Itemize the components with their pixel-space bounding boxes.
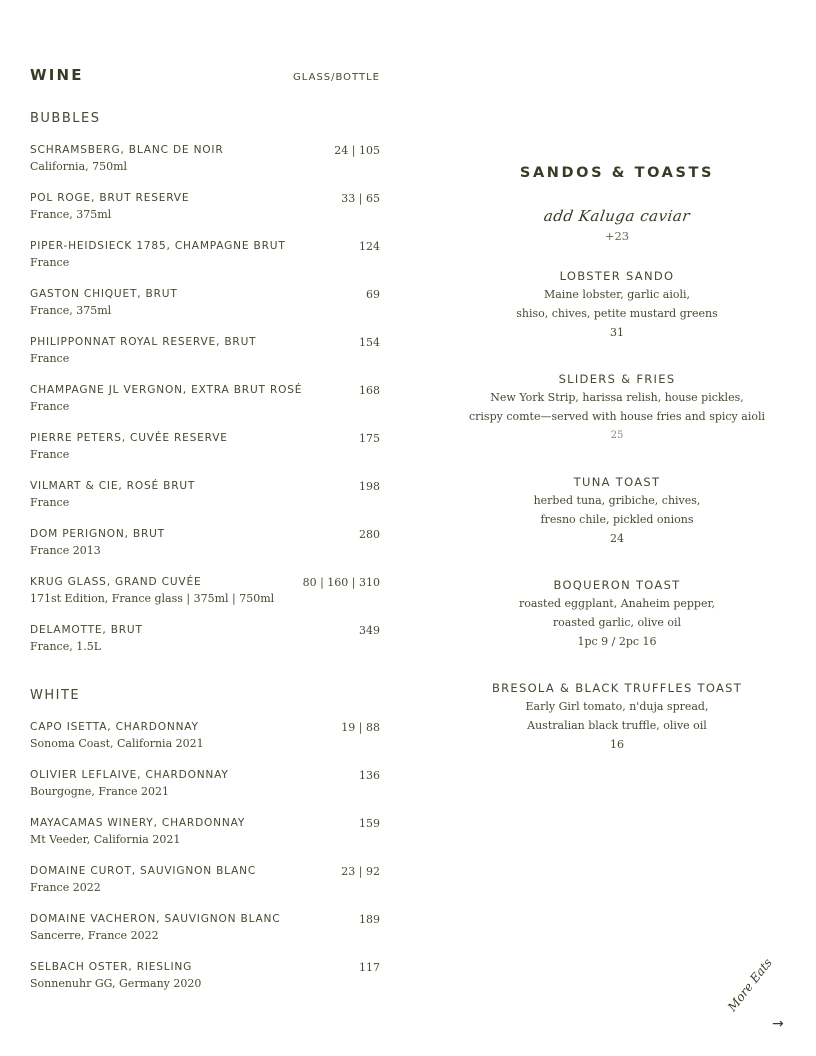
- wine-item: [30, 192, 380, 240]
- dish-item: [452, 578, 782, 651]
- dish-description: [452, 388, 782, 426]
- wine-price: 117: [359, 961, 380, 974]
- wine-price: 154: [359, 336, 380, 349]
- wine-name: PHILIPPONNAT ROYAL RESERVE, BRUT: [30, 336, 257, 348]
- wine-price: 280: [359, 528, 380, 541]
- wine-item: [30, 384, 380, 432]
- dish-name: BRESOLA & BLACK TRUFFLES TOAST: [491, 681, 743, 695]
- dish-item: [452, 475, 782, 548]
- wine-origin: Sancerre, France 2022: [30, 929, 159, 942]
- dish-price: 25: [610, 430, 624, 441]
- wine-item: [30, 480, 380, 528]
- wine-name: DOMAINE CUROT, SAUVIGNON BLANC: [30, 865, 257, 877]
- wine-origin: France, 1.5L: [30, 640, 101, 653]
- wine-row: [30, 432, 380, 445]
- wine-item: [30, 721, 380, 769]
- wine-price: 189: [359, 913, 380, 926]
- wine-item: [30, 624, 380, 672]
- bubbles-list: [30, 144, 380, 672]
- wine-name: SCHRAMSBERG, BLANC DE NOIR: [30, 144, 224, 156]
- wine-name: GASTON CHIQUET, BRUT: [30, 288, 178, 300]
- wine-row: [30, 865, 380, 878]
- dish-desc-line: fresno chile, pickled onions: [540, 513, 694, 526]
- dish-desc-line: crispy comte—served with house fries and spicy aioli: [468, 410, 766, 423]
- wine-origin: France: [30, 256, 70, 269]
- section-title-bubbles: BUBBLES: [30, 111, 101, 126]
- wine-price: 175: [359, 432, 380, 445]
- wine-price: 124: [359, 240, 380, 253]
- wine-name: DOM PERIGNON, BRUT: [30, 528, 165, 540]
- wine-origin: France: [30, 400, 70, 413]
- dish-desc-line: New York Strip, harissa relish, house pickles,: [490, 391, 744, 404]
- section-title-white: WHITE: [30, 688, 81, 703]
- wine-name: CAPO ISETTA, CHARDONNAY: [30, 721, 199, 733]
- dish-description: [452, 594, 782, 632]
- dish-item: [452, 372, 782, 445]
- wine-name: PIPER-HEIDSIECK 1785, CHAMPAGNE BRUT: [30, 240, 286, 252]
- wine-row: [30, 624, 380, 637]
- wine-price: 19 | 88: [341, 721, 380, 734]
- wine-row: [30, 240, 380, 253]
- wine-item: [30, 769, 380, 817]
- wine-price: 198: [359, 480, 380, 493]
- dish-description: [452, 697, 782, 735]
- wine-price: 168: [359, 384, 380, 397]
- dish-desc-line: roasted garlic, olive oil: [552, 616, 682, 629]
- wine-origin: Sonnenuhr GG, Germany 2020: [30, 977, 202, 990]
- wine-price: 159: [359, 817, 380, 830]
- dish-item: [452, 269, 782, 342]
- wine-item: [30, 817, 380, 865]
- wine-price: 24 | 105: [334, 144, 380, 157]
- wine-row: [30, 384, 380, 397]
- wine-origin: Mt Veeder, California 2021: [30, 833, 181, 846]
- dish-list: [452, 269, 782, 754]
- wine-row: [30, 817, 380, 830]
- wine-item: [30, 240, 380, 288]
- wine-row: [30, 721, 380, 734]
- dish-name: LOBSTER SANDO: [559, 269, 675, 283]
- wine-item: [30, 576, 380, 624]
- wine-name: SELBACH OSTER, RIESLING: [30, 961, 193, 973]
- wine-row: [30, 336, 380, 349]
- dish-price: 16: [610, 738, 624, 751]
- wine-header: [30, 66, 380, 84]
- wine-row: [30, 913, 380, 926]
- wine-origin: France 2013: [30, 544, 101, 557]
- sandos-column: [452, 165, 782, 754]
- wine-name: PIERRE PETERS, CUVÉE RESERVE: [30, 432, 228, 444]
- arrow-right-icon: →: [772, 1016, 784, 1032]
- sandos-title: SANDOS & TOASTS: [519, 165, 715, 181]
- wine-origin: California, 750ml: [30, 160, 128, 173]
- wine-row: [30, 528, 380, 541]
- wine-row: [30, 144, 380, 157]
- wine-row: [30, 769, 380, 782]
- wine-row: [30, 576, 380, 589]
- wine-column: [30, 66, 380, 1009]
- wine-row: [30, 288, 380, 301]
- wine-name: CHAMPAGNE JL VERGNON, EXTRA BRUT ROSÉ: [30, 384, 303, 396]
- wine-name: POL ROGE, BRUT RESERVE: [30, 192, 190, 204]
- dish-desc-line: herbed tuna, gribiche, chives,: [533, 494, 701, 507]
- caviar-addon: add Kaluga caviar: [542, 207, 692, 225]
- wine-price: 136: [359, 769, 380, 782]
- dish-name: TUNA TOAST: [573, 475, 661, 489]
- wine-item: [30, 432, 380, 480]
- wine-price: 33 | 65: [341, 192, 380, 205]
- dish-name: BOQUERON TOAST: [553, 578, 681, 592]
- glass-bottle-label: GLASS/BOTTLE: [293, 72, 380, 83]
- dish-desc-line: Australian black truffle, olive oil: [527, 719, 707, 732]
- wine-row: [30, 192, 380, 205]
- wine-item: [30, 144, 380, 192]
- wine-name: DOMAINE VACHERON, SAUVIGNON BLANC: [30, 913, 281, 925]
- wine-item: [30, 961, 380, 1009]
- wine-origin: 171st Edition, France glass | 375ml | 750ml: [30, 592, 275, 605]
- wine-name: MAYACAMAS WINERY, CHARDONNAY: [30, 817, 246, 829]
- dish-price: 1pc 9 / 2pc 16: [577, 635, 657, 648]
- wine-origin: France, 375ml: [30, 208, 112, 221]
- dish-desc-line: roasted eggplant, Anaheim pepper,: [518, 597, 716, 610]
- wine-origin: France: [30, 496, 70, 509]
- wine-item: [30, 288, 380, 336]
- wine-origin: Sonoma Coast, California 2021: [30, 737, 204, 750]
- wine-origin: France, 375ml: [30, 304, 112, 317]
- wine-item: [30, 336, 380, 384]
- wine-price: 349: [359, 624, 380, 637]
- wine-row: [30, 480, 380, 493]
- wine-name: DELAMOTTE, BRUT: [30, 624, 143, 636]
- more-eats-link[interactable]: [724, 955, 806, 1040]
- dish-description: [452, 491, 782, 529]
- wine-origin: France: [30, 448, 70, 461]
- white-list: [30, 721, 380, 1009]
- dish-price: 31: [610, 326, 624, 339]
- wine-origin: France: [30, 352, 70, 365]
- dish-desc-line: Maine lobster, garlic aioli,: [543, 288, 690, 301]
- wine-name: KRUG GLASS, GRAND CUVÉE: [30, 576, 202, 588]
- dish-price: 24: [610, 532, 624, 545]
- dish-description: [452, 285, 782, 323]
- wine-row: [30, 961, 380, 974]
- wine-price: 69: [366, 288, 380, 301]
- dish-item: [452, 681, 782, 754]
- wine-price: 23 | 92: [341, 865, 380, 878]
- wine-name: OLIVIER LEFLAIVE, CHARDONNAY: [30, 769, 229, 781]
- dish-desc-line: Early Girl tomato, n'duja spread,: [525, 700, 709, 713]
- wine-item: [30, 528, 380, 576]
- wine-origin: France 2022: [30, 881, 101, 894]
- wine-price: 80 | 160 | 310: [302, 576, 380, 589]
- dish-desc-line: shiso, chives, petite mustard greens: [516, 307, 718, 320]
- caviar-price: +23: [604, 229, 630, 243]
- wine-item: [30, 913, 380, 961]
- wine-item: [30, 865, 380, 913]
- wine-name: VILMART & CIE, ROSÉ BRUT: [30, 480, 196, 492]
- dish-name: SLIDERS & FRIES: [558, 372, 676, 386]
- wine-origin: Bourgogne, France 2021: [30, 785, 170, 798]
- more-eats-label: More Eats: [724, 955, 775, 1014]
- wine-title: WINE: [30, 66, 84, 84]
